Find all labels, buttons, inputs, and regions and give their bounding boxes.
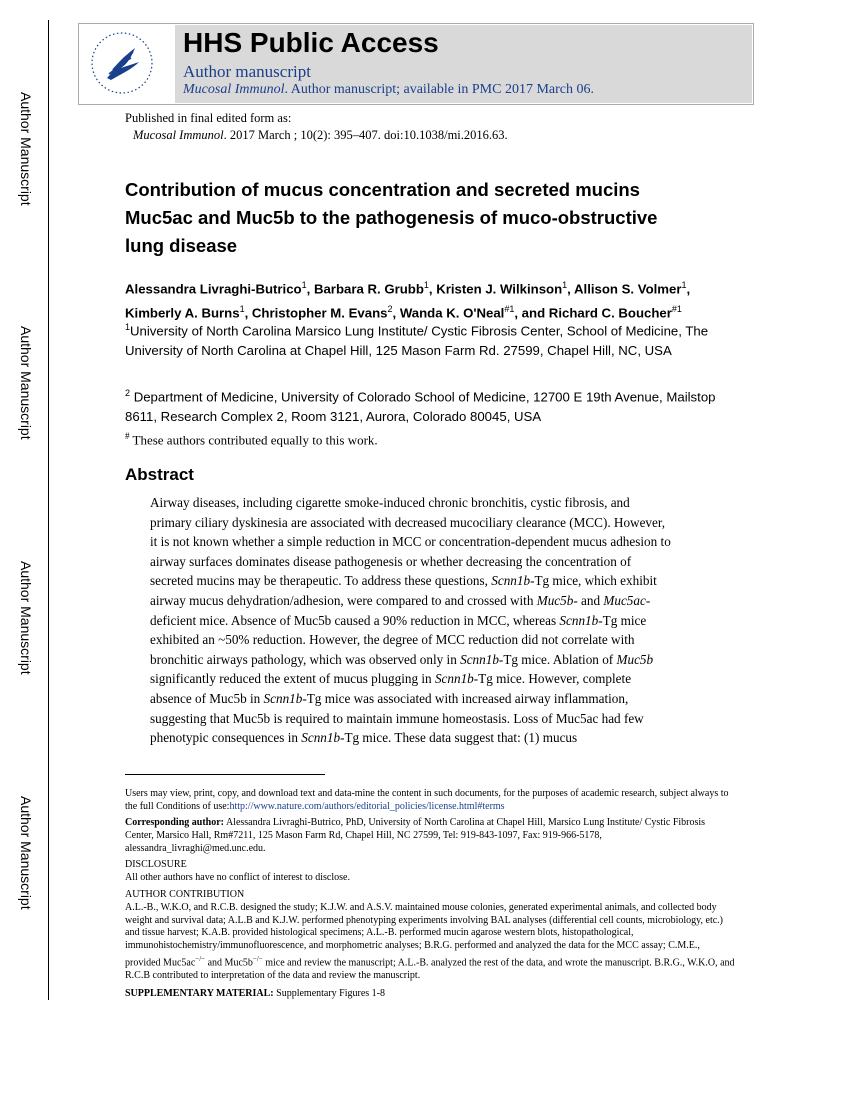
author-aff: 1 bbox=[239, 304, 245, 315]
contrib-heading: AUTHOR CONTRIBUTION bbox=[125, 889, 245, 900]
corr-text: Alessandra Livraghi-Butrico, PhD, University of North Carolina at Chapel Hill, Marsico Lung Institute/ Cystic Fibrosis Center, Marsico Hall, Rm#7211, 125 Mason Farm Rd, Chapel Hill, NC 27599, Tel: 919-843-1097, Fax: 919-966-5178, alessandra_livraghi@med.unc.edu. bbox=[125, 817, 706, 854]
author-aff: 1 bbox=[423, 280, 429, 290]
author-aff: 1 bbox=[301, 280, 307, 290]
published-citation-text: . 2017 March ; 10(2): 395–407. doi:10.1038/mi.2016.63. bbox=[223, 128, 508, 142]
author-sep: , bbox=[306, 281, 314, 297]
article-title bbox=[125, 176, 725, 260]
abstract-heading: Abstract bbox=[125, 465, 194, 484]
side-label-4: Author Manuscript bbox=[18, 796, 34, 910]
side-label-2: Author Manuscript bbox=[18, 326, 34, 440]
affiliation-1 bbox=[125, 317, 725, 361]
author[interactable]: Wanda K. O'Neal bbox=[399, 305, 505, 321]
abstract-line: secreted mucins may be therapeutic. To address these questions, Scnn1b-Tg mice, which exhibit bbox=[150, 573, 657, 589]
author[interactable]: Barbara R. Grubb bbox=[313, 281, 424, 297]
author-aff: #1 bbox=[504, 304, 515, 315]
aff1-mark: 1 bbox=[125, 322, 131, 332]
abstract-line: primary ciliary dyskinesia are associated with decreased mucociliary clearance (MCC). However, bbox=[150, 514, 666, 530]
rights-link[interactable]: http://www.nature.com/authors/editorial_policies/license.html#terms bbox=[229, 800, 505, 812]
abstract-line: it is not known whether a simple reduction in MCC or concentration-dependent mucus adhesion to bbox=[150, 534, 671, 550]
abstract-body bbox=[150, 493, 710, 748]
author-sep: , bbox=[244, 305, 252, 321]
published-journal: Mucosal Immunol bbox=[133, 128, 224, 142]
author-aff: 1 bbox=[562, 280, 568, 290]
author-sep: , bbox=[567, 281, 574, 297]
published-citation bbox=[125, 127, 508, 144]
title-line-2: Muc5ac and Muc5b to the pathogenesis of muco-obstructive bbox=[125, 207, 658, 228]
title-line-1: Contribution of mucus concentration and secreted mucins bbox=[125, 179, 640, 200]
abstract-line: Airway diseases, including cigarette smoke-induced chronic bronchitis, cystic fibrosis, and bbox=[150, 495, 630, 510]
contrib-sup1: −/− bbox=[195, 954, 206, 963]
aff2-mark: 2 bbox=[125, 388, 131, 398]
side-label-3: Author Manuscript bbox=[18, 561, 34, 675]
author-aff: 1 bbox=[681, 280, 687, 290]
author-contribution-note bbox=[125, 889, 735, 983]
availability-text: . Author manuscript; available in PMC 2017 March 06. bbox=[284, 82, 595, 97]
author[interactable]: Richard C. Boucher bbox=[548, 305, 672, 321]
author-sep: , and bbox=[514, 305, 549, 321]
footnote-rule bbox=[125, 774, 325, 775]
abstract-line: airway mucus dehydration/adhesion, were compared to and crossed with Muc5b- and Muc5ac- bbox=[150, 592, 651, 608]
contrib-text-mid: and Muc5b bbox=[205, 957, 253, 969]
author-aff: 2 bbox=[387, 304, 393, 315]
abstract-line: significantly reduced the extent of mucus plugging in Scnn1b-Tg mice. However, complete bbox=[150, 671, 632, 687]
equal-mark: # bbox=[125, 431, 130, 441]
supp-text: Supplementary Figures 1-8 bbox=[276, 988, 386, 999]
rights-note bbox=[125, 788, 735, 814]
title-line-3: lung disease bbox=[125, 235, 238, 256]
author-manuscript-label: Author manuscript bbox=[183, 62, 311, 81]
contrib-text-a: A.L.-B., W.K.O, and R.C.B. designed the study; K.J.W. and A.S.V. maintained mouse colonies, generated experimental animals, and collected body weight and survival data; A.L.B and K.J.W. performed phenotyping experiments involving BAL analyses (differential cell counts, microbiology, etc.) and tissue harvest; K.A.B. provided histological specimens; A.L.-B. performed mucin agarose western blots, histopathological, immunohistochemistry/immunofluorescence, and morphometric analyses; B.R.G. performed and analyzed the data for the MCC assay; C.M.E., provided Muc5ac bbox=[125, 901, 724, 969]
author[interactable]: Alessandra Livraghi-Butrico bbox=[125, 281, 302, 297]
abstract-line: exhibited an ~50% reduction. However, the degree of MCC reduction did not correlate with bbox=[150, 632, 635, 648]
supp-label: SUPPLEMENTARY MATERIAL: bbox=[125, 988, 274, 999]
author-sep: , bbox=[686, 281, 691, 297]
availability-line bbox=[183, 82, 594, 98]
abstract-line: suggesting that Muc5b is required to maintain immune homeostasis. Loss of Muc5ac had few bbox=[150, 710, 644, 726]
disclosure-heading: DISCLOSURE bbox=[125, 859, 187, 870]
contrib-sup2: −/− bbox=[252, 954, 263, 963]
contrib-text-b: mice and review the manuscript; A.L.-B. analyzed the rest of the data, and wrote the manuscript. B.R.G., W.K.O, and R.C.B contributed to interpretation of the data and review the manuscript. bbox=[125, 957, 735, 982]
hhs-eagle-logo bbox=[89, 30, 155, 96]
author[interactable]: Christopher M. Evans bbox=[251, 305, 388, 321]
equal-text: These authors contributed equally to this work. bbox=[132, 432, 378, 448]
corr-label: Corresponding author: bbox=[125, 817, 224, 828]
author-aff: #1 bbox=[671, 304, 682, 315]
rights-text: Users may view, print, copy, and download text and data-mine the content in such documents, for the purposes of academic research, subject always to the full Conditions of use: bbox=[125, 788, 729, 812]
left-margin-rule bbox=[48, 20, 49, 1000]
abstract-line: airway surfaces dominates disease pathogenesis or whether decreasing the concentration of bbox=[150, 553, 632, 569]
supplementary-note bbox=[125, 988, 735, 1001]
affiliation-2 bbox=[125, 383, 725, 427]
abstract-line: phenotypic consequences in Scnn1b-Tg mice. These data suggest that: (1) mucus bbox=[150, 730, 578, 746]
journal-name: Mucosal Immunol bbox=[183, 82, 285, 97]
disclosure-text: All other authors have no conflict of interest to disclose. bbox=[125, 871, 350, 883]
abstract-line: deficient mice. Absence of Muc5b caused a 90% reduction in MCC, whereas Scnn1b-Tg mice bbox=[150, 612, 647, 628]
abstract-line: absence of Muc5b in Scnn1b-Tg mice was associated with increased airway inflammation, bbox=[150, 690, 629, 706]
aff2-text: Department of Medicine, University of Colorado School of Medicine, 12700 E 19th Avenue, Mailstop 8611, Research Complex 2, Room 3121, Aurora, Colorado 80045, USA bbox=[125, 389, 716, 425]
author[interactable]: Kristen J. Wilkinson bbox=[436, 281, 563, 297]
author-sep: , bbox=[428, 281, 437, 297]
author[interactable]: Kimberly A. Burns bbox=[125, 305, 240, 321]
disclosure-note bbox=[125, 859, 735, 885]
side-label-1: Author Manuscript bbox=[18, 92, 34, 206]
published-form bbox=[125, 110, 508, 144]
author[interactable]: Allison S. Volmer bbox=[574, 281, 682, 297]
published-label: Published in final edited form as: bbox=[125, 111, 292, 125]
hhs-title: HHS Public Access bbox=[183, 27, 439, 58]
corresponding-author-note bbox=[125, 817, 735, 855]
abstract-line: bronchitic airways pathology, which was observed only in Scnn1b-Tg mice. Ablation of Muc5b bbox=[150, 651, 654, 667]
aff1-text: University of North Carolina Marsico Lung Institute/ Cystic Fibrosis Center, School of Medicine, The University of North Carolina at Chapel Hill, 125 Mason Farm Rd. 27599, Chapel Hill, NC, USA bbox=[125, 323, 709, 359]
equal-contribution-note bbox=[125, 431, 378, 448]
author-sep: , bbox=[392, 305, 400, 321]
hhs-header bbox=[78, 23, 754, 105]
